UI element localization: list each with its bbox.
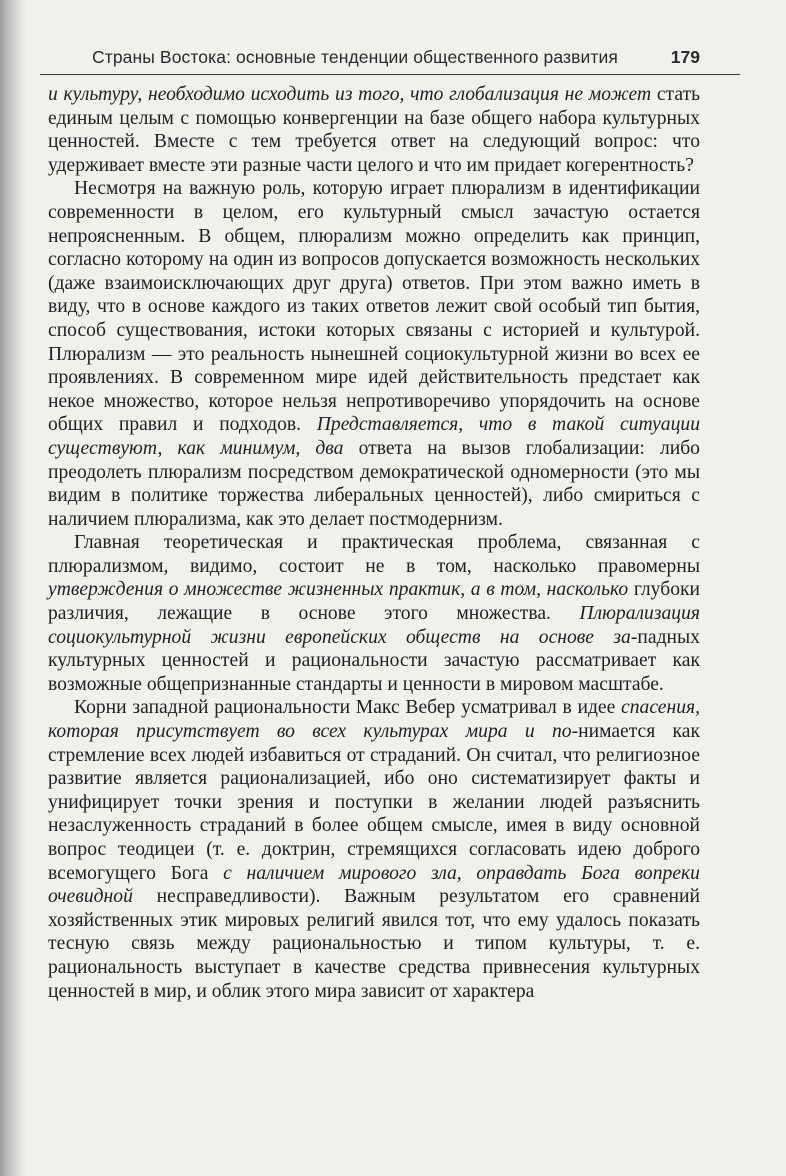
book-gutter-shadow	[0, 0, 26, 1176]
paragraph	[48, 83, 700, 177]
text-span: Несмотря на важную роль, которую играет плюрализм в идентификации современности в целом, его культурный смысл зачастую остается непроясненным. В общем, плюрализм можно определить как принцип, согласно которому на один из вопросов допускается возможность нескольких (даже взаимоисключающих друг друга) ответов. При этом важно иметь в виду, что в основе каждого из таких ответов лежит свой особый тип бытия, способ существования, истоки которых связаны с историей и культурой. Плюрализм — это реальность нынешней социокультурной жизни во всех ее проявлениях. В современном мире идей действительность предстает как некое множество, которое нельзя непротиворечиво упорядочить на основе общих правил и подходов.	[48, 178, 700, 436]
paragraph	[48, 531, 700, 696]
text-span: и культуру, необходимо исходить из того, что глобализация не может	[48, 84, 652, 105]
text-span: утверждения о множестве жизненных практик, а в том, насколько	[48, 579, 629, 601]
text-span: несправедливости). Важным результатом его сравнений хозяйственных этик мировых религий явился тот, что ему удалось показать тесную связь между рациональностью и типом культуры, т. е. рациональность выступает в качестве средства привнесения культурных ценностей в мир, и облик этого мира зависит от характера	[48, 886, 700, 1002]
text-span: нимается как стремление всех людей избавиться от страданий. Он считал, что религиозное развитие является рационализацией, ибо оно систематизирует факты и унифицирует точки зрения и поступки в желании людей разъяснить незаслуженность страданий в более общем смысле, имея в виду основной вопрос теодицеи (т. е. доктрин, стремящихся согласовать идею доброго всемогущего Бога	[48, 721, 700, 884]
text-span: спасения, которая присутствует во всех культурах мира и по-	[48, 697, 700, 743]
text-span: Главная теоретическая и практическая проблема, связанная с плюрализмом, видимо, состоит не в том, насколько правомерны	[48, 532, 700, 577]
text-span: Представляется, что в такой ситуации существуют, как минимум, два	[48, 414, 700, 459]
page-number: 179	[670, 47, 700, 67]
book-page	[40, 40, 740, 1003]
text-span: ответа на вызов глобализации: либо преодолеть плюрализм посредством демократической одномерности (это мы видим в политике торжества либеральных ценностей), либо смириться с наличием плюрализма, как это делает постмодернизм.	[48, 437, 700, 530]
text-span: Корни западной рациональности Макс Вебер усматривал в идее	[74, 697, 622, 719]
text-span: стать единым целым с помощью конвергенции на базе общего набора культурных ценностей. Вместе с тем требуется ответ на следующий вопрос: что удерживает вместе эти разные части целого и что им придает когерентность?	[48, 84, 701, 176]
text-span: Плюрализация социокультурной жизни европейских обществ на основе за-	[48, 603, 700, 648]
running-header	[40, 40, 740, 75]
running-title: Страны Востока: основные тенденции общественного развития	[92, 47, 618, 67]
text-span: с наличием мирового зла, оправдать Бога вопреки очевидной	[48, 862, 700, 908]
paragraph	[48, 696, 700, 1003]
text-span: падных культурных ценностей и рациональности зачастую рассматривает как возможные общепризнанные стандарты и ценности в мировом масштабе.	[48, 626, 700, 695]
paragraph	[48, 177, 700, 531]
body-text	[48, 83, 700, 1003]
text-span: глубоки различия, лежащие в основе этого множества.	[48, 579, 700, 625]
